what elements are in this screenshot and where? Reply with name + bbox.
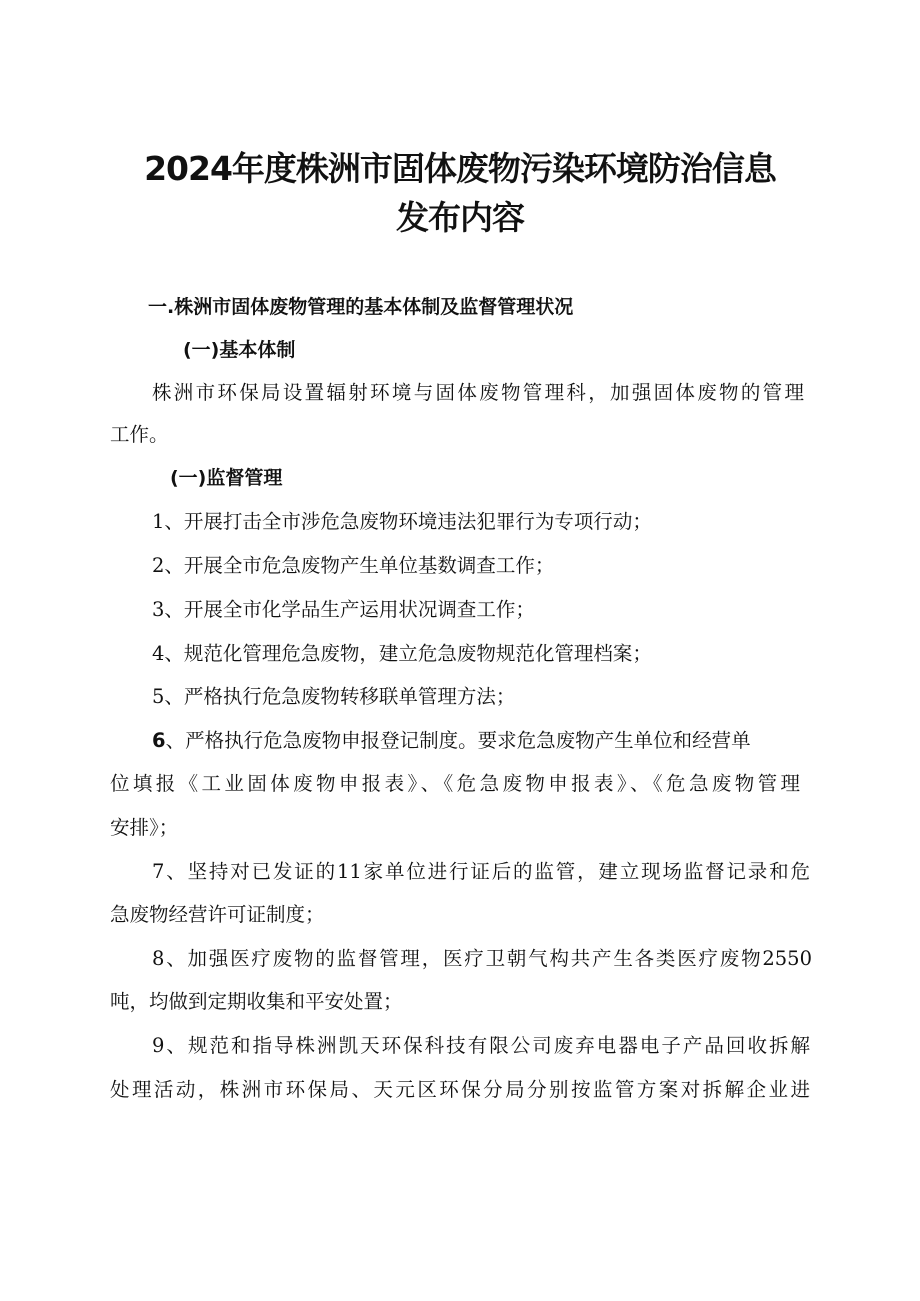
- list-item-3: 3、开展全市化学品生产运用状况调查工作；: [152, 598, 535, 621]
- subsection-supervision-heading: (一)监督管理: [170, 467, 283, 489]
- subsection-basic-system-heading: (一)基本体制: [183, 339, 296, 361]
- list-item-6-line-2: 位填报《工业固体废物申报表》、《危急废物申报表》、《危急废物管理: [110, 772, 800, 795]
- title-main-text: 年度株洲市固体废物污染环境防治信息: [231, 149, 776, 188]
- list-item-5: 5、严格执行危急废物转移联单管理方法；: [152, 685, 516, 708]
- document-title-line-1: [100, 149, 820, 188]
- basic-system-paragraph-line-2: 工作。: [110, 423, 169, 446]
- section-1-heading: 一.株洲市固体废物管理的基本体制及监督管理状况: [148, 296, 574, 318]
- list-item-9-line-2: 处理活动，株洲市环保局、天元区环保分局分别按监管方案对拆解企业进: [110, 1078, 810, 1101]
- list-item-6-number: 6: [152, 729, 166, 752]
- basic-system-paragraph-line-1: 株洲市环保局设置辐射环境与固体废物管理科，加强固体废物的管理: [152, 381, 804, 404]
- document-title-line-2: 发布内容: [396, 198, 524, 237]
- title-year: 2024: [144, 149, 232, 188]
- list-item-6-line-1-text: 、严格执行危急废物申报登记制度。要求危急废物产生单位和经营单: [165, 729, 751, 752]
- list-item-1: 1、开展打击全市涉危急废物环境违法犯罪行为专项行动；: [152, 510, 652, 533]
- list-item-6-line-3: 安排》；: [110, 816, 179, 839]
- list-item-4: 4、规范化管理危急废物，建立危急废物规范化管理档案；: [152, 642, 652, 665]
- list-item-6-line-1: [152, 731, 804, 751]
- list-item-7-line-2: 急废物经营许可证制度；: [110, 903, 325, 926]
- list-item-8-line-2: 吨，均做到定期收集和平安处置；: [110, 990, 403, 1013]
- list-item-8-line-1: 8、加强医疗废物的监督管理，医疗卫朝气构共产生各类医疗废物2550: [152, 947, 812, 970]
- list-item-9-line-1: 9、规范和指导株洲凯天环保科技有限公司废弃电器电子产品回收拆解: [152, 1034, 810, 1057]
- list-item-2: 2、开展全市危急废物产生单位基数调查工作；: [152, 554, 555, 577]
- list-item-7-line-1: 7、坚持对已发证的11家单位进行证后的监管，建立现场监督记录和危: [152, 860, 810, 883]
